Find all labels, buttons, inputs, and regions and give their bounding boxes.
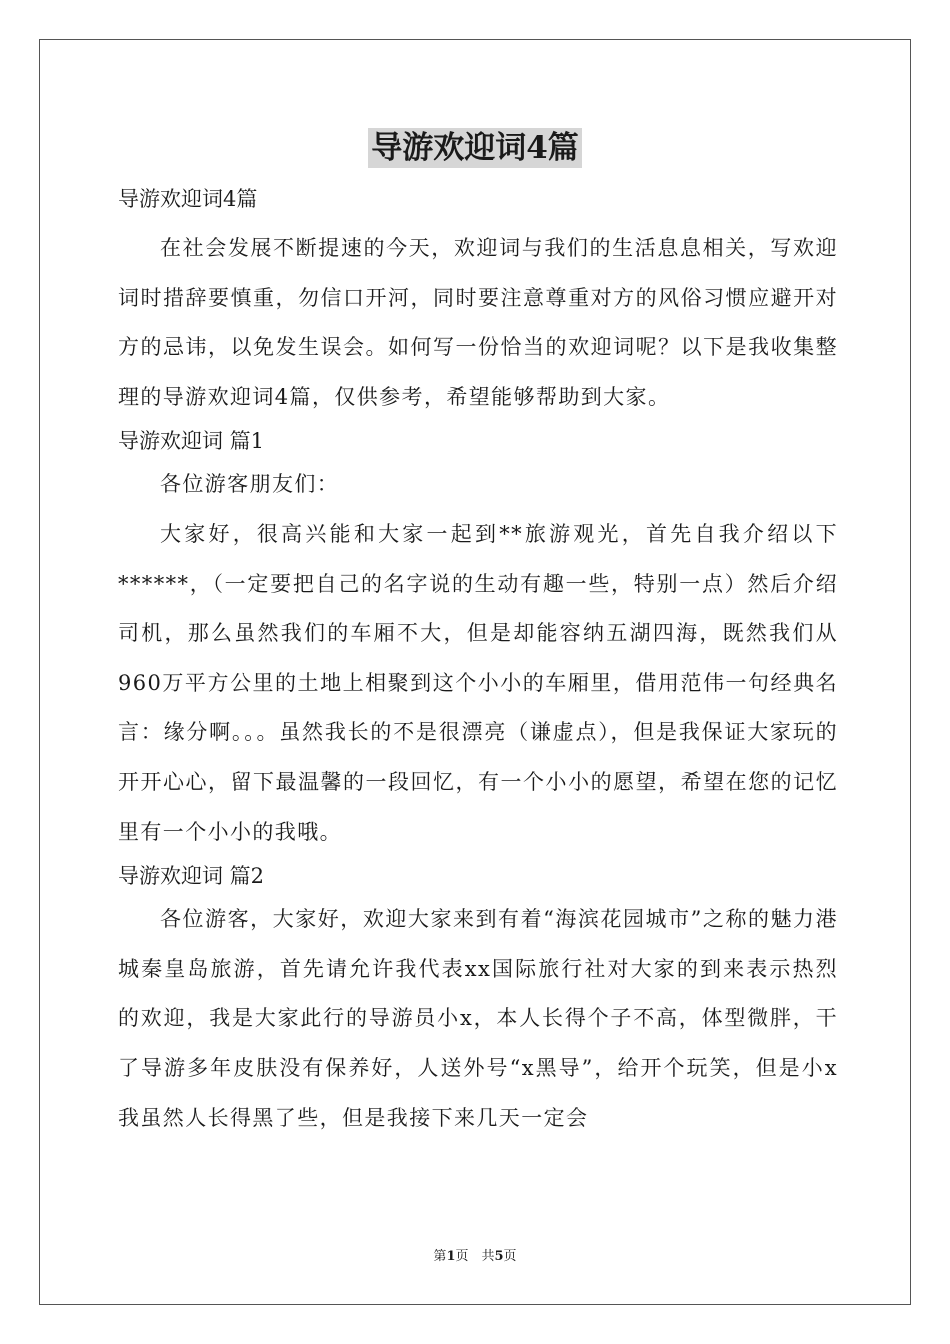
page-mid: 页 共 [455, 1249, 495, 1264]
section-heading-1: 导游欢迎词 篇1 [118, 429, 265, 454]
page-suffix: 页 [503, 1249, 517, 1264]
section-1-paragraph-2: 大家好，很高兴能和大家一起到**旅游观光，首先自我介绍以下******，（一定要把自己的名字说的生动有趣一些，特别一点）然后介绍司机，那么虽然我们的车厢不大，但是却能容纳五湖四海，既然我们从960万平方公里的土地上相聚到这个小小的车厢里，借用范伟一句经典名言：缘分啊。。。虽然我长的不是很漂亮（谦虚点），但是我保证大家玩的开开心心，留下最温馨的一段回忆，有一个小小的愿望，希望在您的记忆里有一个小小的我哦。 [118, 521, 838, 844]
page-prefix: 第 [433, 1249, 447, 1264]
page-footer [0, 1248, 950, 1266]
page-current: 1 [446, 1249, 456, 1264]
section-heading-2: 导游欢迎词 篇2 [118, 864, 265, 889]
section-1-paragraph-1: 各位游客朋友们： [160, 472, 340, 497]
subtitle: 导游欢迎词4篇 [118, 187, 258, 211]
title-area [0, 128, 950, 168]
document-title: 导游欢迎词4篇 [368, 128, 582, 168]
document-body [118, 180, 838, 1143]
section-2-paragraph-1: 各位游客，大家好，欢迎大家来到有着“海滨花园城市”之称的魅力港城秦皇岛旅游，首先请允许我代表xx国际旅行社对大家的到来表示热烈的欢迎，我是大家此行的导游员小x，本人长得个子不高，体型微胖，干了导游多年皮肤没有保养好，人送外号“x黑导”，给开个玩笑，但是小x我虽然人长得黑了些，但是我接下来几天一定会 [118, 907, 838, 1130]
page-total: 5 [494, 1249, 504, 1264]
intro-paragraph: 在社会发展不断提速的今天，欢迎词与我们的生活息息相关，写欢迎词时措辞要慎重，勿信口开河，同时要注意尊重对方的风俗习惯应避开对方的忌讳，以免发生误会。如何写一份恰当的欢迎词呢？以下是我收集整理的导游欢迎词4篇，仅供参考，希望能够帮助到大家。 [118, 236, 838, 409]
